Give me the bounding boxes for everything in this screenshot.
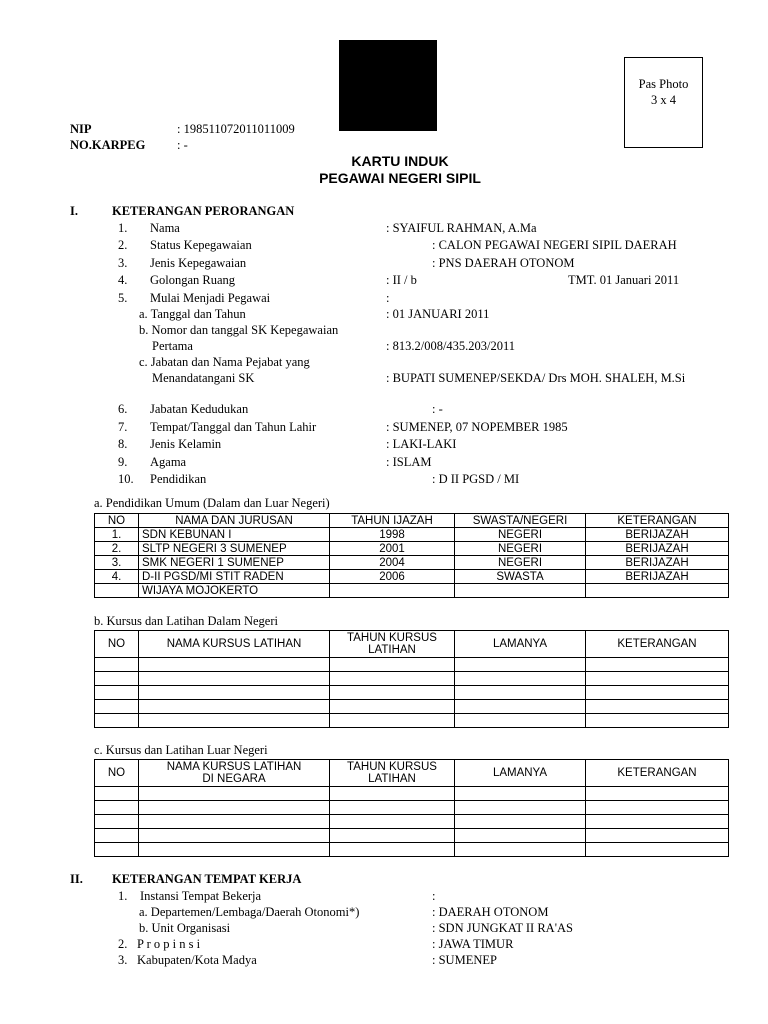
table-row	[95, 815, 729, 829]
cell: BERIJAZAH	[586, 556, 729, 570]
col-header-keterangan: KETERANGAN	[586, 760, 729, 787]
item5c-value: : BUPATI SUMENEP/SEKDA/ Drs MOH. SHALEH, M.Si	[386, 371, 686, 385]
item3-value: : PNS DAERAH OTONOM	[432, 256, 575, 270]
cell	[586, 829, 729, 843]
col-header-no: NO	[95, 760, 139, 787]
cell	[330, 801, 455, 815]
item2-label: Status Kepegawaian	[150, 238, 252, 252]
item2-no: 2.	[118, 238, 128, 252]
table-header-row	[95, 760, 729, 787]
col-header-tahun-kursus	[330, 631, 455, 658]
work-item3-no: 3.	[118, 953, 128, 967]
item10-no: 10.	[118, 472, 134, 486]
cell: BERIJAZAH	[586, 542, 729, 556]
cell	[139, 843, 330, 857]
nip-value: : 198511072011011009	[177, 122, 295, 136]
table-row	[95, 843, 729, 857]
item5a-label: a. Tanggal dan Tahun	[139, 307, 246, 321]
karpeg-label: NO.KARPEG	[70, 138, 146, 152]
title-line2: PEGAWAI NEGERI SIPIL	[319, 170, 481, 186]
domestic-course-table	[94, 630, 729, 728]
item5c-label: c. Jabatan dan Nama Pejabat yang	[139, 355, 310, 369]
item9-label: Agama	[150, 455, 187, 469]
cell: 2001	[330, 542, 455, 556]
cell: 1998	[330, 528, 455, 542]
work-item1a-label: a. Departemen/Lembaga/Daerah Otonomi*)	[139, 905, 360, 919]
cell	[455, 714, 586, 728]
item8-label: Jenis Kelamin	[150, 437, 222, 451]
cell	[455, 658, 586, 672]
header-line: TAHUN KURSUS	[347, 761, 437, 773]
table-row	[95, 542, 729, 556]
table-row	[95, 787, 729, 801]
work-item1a-value: : DAERAH OTONOM	[432, 905, 549, 919]
table-row	[95, 584, 729, 598]
item5-label: Mulai Menjadi Pegawai	[150, 291, 271, 305]
col-header-tahun: TAHUN IJAZAH	[330, 514, 455, 528]
table-row	[95, 556, 729, 570]
cell	[586, 658, 729, 672]
table-row	[95, 570, 729, 584]
section2-title: KETERANGAN TEMPAT KERJA	[112, 872, 302, 886]
work-item3-value: : SUMENEP	[432, 953, 497, 967]
pas-photo-size: 3 x 4	[651, 93, 676, 107]
cell	[455, 843, 586, 857]
cell	[95, 584, 139, 598]
education-table	[94, 513, 729, 598]
cell	[95, 829, 139, 843]
cell: WIJAYA MOJOKERTO	[139, 584, 330, 598]
cell	[330, 672, 455, 686]
item4-label: Golongan Ruang	[150, 273, 236, 287]
item2-value: : CALON PEGAWAI NEGERI SIPIL DAERAH	[432, 238, 677, 252]
cell	[455, 787, 586, 801]
cell: NEGERI	[455, 528, 586, 542]
cell	[330, 658, 455, 672]
table-row	[95, 528, 729, 542]
cell	[586, 801, 729, 815]
cell	[95, 700, 139, 714]
cell	[95, 843, 139, 857]
item5b-value: : 813.2/008/435.203/2011	[386, 339, 516, 353]
cell	[139, 801, 330, 815]
table-row	[95, 829, 729, 843]
cell: 2004	[330, 556, 455, 570]
pas-photo-box	[624, 57, 703, 148]
item9-value: : ISLAM	[386, 455, 432, 469]
work-item2-value: : JAWA TIMUR	[432, 937, 514, 951]
item7-label: Tempat/Tanggal dan Tahun Lahir	[150, 420, 317, 434]
cell	[95, 672, 139, 686]
item5a-value: : 01 JANUARI 2011	[386, 307, 490, 321]
cell	[586, 787, 729, 801]
item5-value: :	[386, 291, 390, 305]
karpeg-value: : -	[177, 138, 188, 152]
cell: BERIJAZAH	[586, 570, 729, 584]
foreign-course-table	[94, 759, 729, 857]
table-b-caption: b. Kursus dan Latihan Dalam Negeri	[94, 614, 278, 628]
header-line: TAHUN KURSUS	[347, 632, 437, 644]
cell	[330, 815, 455, 829]
header-line: NAMA KURSUS LATIHAN	[166, 761, 302, 773]
cell	[455, 829, 586, 843]
cell	[455, 584, 586, 598]
item5b-label2: Pertama	[152, 339, 193, 353]
section2-number: II.	[70, 872, 83, 886]
table-row	[95, 658, 729, 672]
item4-value: : II / b	[386, 273, 417, 287]
table-c-caption: c. Kursus dan Latihan Luar Negeri	[94, 743, 268, 757]
cell: NEGERI	[455, 556, 586, 570]
work-item1-no: 1.	[118, 889, 128, 903]
col-header-lamanya: LAMANYA	[455, 631, 586, 658]
col-header-nama: NAMA DAN JURUSAN	[139, 514, 330, 528]
cell: SMK NEGERI 1 SUMENEP	[139, 556, 330, 570]
cell	[95, 815, 139, 829]
cell: SWASTA	[455, 570, 586, 584]
cell	[586, 843, 729, 857]
col-header-tahun-kursus	[330, 760, 455, 787]
cell: D-II PGSD/MI STIT RADEN	[139, 570, 330, 584]
item10-value: : D II PGSD / MI	[432, 472, 520, 486]
work-item2-no: 2.	[118, 937, 128, 951]
work-item1b-value: : SDN JUNGKAT II RA'AS	[432, 921, 573, 935]
item1-value: : SYAIFUL RAHMAN, A.Ma	[386, 221, 537, 235]
cell	[139, 815, 330, 829]
cell	[330, 584, 455, 598]
section1-title: KETERANGAN PERORANGAN	[112, 204, 295, 218]
cell	[586, 714, 729, 728]
cell: 1.	[95, 528, 139, 542]
cell	[455, 700, 586, 714]
item7-value: : SUMENEP, 07 NOPEMBER 1985	[386, 420, 568, 434]
cell: SLTP NEGERI 3 SUMENEP	[139, 542, 330, 556]
cell	[95, 801, 139, 815]
cell	[586, 584, 729, 598]
cell	[586, 672, 729, 686]
item9-no: 9.	[118, 455, 128, 469]
cell	[586, 815, 729, 829]
col-header-keterangan: KETERANGAN	[586, 514, 729, 528]
header-line: LATIHAN	[368, 773, 416, 785]
cell	[139, 700, 330, 714]
table-header-row	[95, 514, 729, 528]
col-header-lamanya: LAMANYA	[455, 760, 586, 787]
item1-label: Nama	[150, 221, 180, 235]
cell: NEGERI	[455, 542, 586, 556]
col-header-keterangan: KETERANGAN	[586, 631, 729, 658]
work-item1-value: :	[432, 889, 436, 903]
cell	[139, 686, 330, 700]
item4-no: 4.	[118, 273, 128, 287]
cell	[330, 829, 455, 843]
title-line1: KARTU INDUK	[351, 153, 449, 169]
cell: 2.	[95, 542, 139, 556]
cell	[139, 672, 330, 686]
work-item2-label: P r o p i n s i	[137, 937, 201, 951]
table-a-caption: a. Pendidikan Umum (Dalam dan Luar Negeri)	[94, 496, 330, 510]
table-header-row	[95, 631, 729, 658]
col-header-no: NO	[95, 514, 139, 528]
cell: 3.	[95, 556, 139, 570]
item5c-label2: Menandatangani SK	[152, 371, 255, 385]
cell	[95, 658, 139, 672]
col-header-nama-kursus: NAMA KURSUS LATIHAN	[139, 631, 330, 658]
cell: SDN KEBUNAN I	[139, 528, 330, 542]
item3-label: Jenis Kepegawaian	[150, 256, 247, 270]
item10-label: Pendidikan	[150, 472, 207, 486]
work-item1b-label: b. Unit Organisasi	[139, 921, 231, 935]
cell	[139, 658, 330, 672]
document-title	[0, 153, 768, 187]
item6-no: 6.	[118, 402, 128, 416]
work-item3-label: Kabupaten/Kota Madya	[137, 953, 257, 967]
header-line: LATIHAN	[368, 644, 416, 656]
cell	[330, 787, 455, 801]
cell	[330, 714, 455, 728]
table-row	[95, 672, 729, 686]
cell	[330, 686, 455, 700]
table-row	[95, 714, 729, 728]
cell	[455, 672, 586, 686]
item8-value: : LAKI-LAKI	[386, 437, 457, 451]
cell	[139, 829, 330, 843]
item1-no: 1.	[118, 221, 128, 235]
header-line: DI NEGARA	[202, 773, 266, 785]
item8-no: 8.	[118, 437, 128, 451]
cell	[586, 686, 729, 700]
cell	[330, 700, 455, 714]
item5b-label: b. Nomor dan tanggal SK Kepegawaian	[139, 323, 339, 337]
redacted-photo-block	[339, 40, 437, 131]
cell	[586, 700, 729, 714]
item3-no: 3.	[118, 256, 128, 270]
col-header-swasta: SWASTA/NEGERI	[455, 514, 586, 528]
table-row	[95, 700, 729, 714]
work-item1-label: Instansi Tempat Bekerja	[140, 889, 262, 903]
cell: 4.	[95, 570, 139, 584]
cell	[139, 714, 330, 728]
item6-value: : -	[432, 402, 443, 416]
cell	[330, 843, 455, 857]
cell	[95, 686, 139, 700]
cell: BERIJAZAH	[586, 528, 729, 542]
item7-no: 7.	[118, 420, 128, 434]
cell	[95, 714, 139, 728]
cell	[95, 787, 139, 801]
item5-no: 5.	[118, 291, 128, 305]
section1-number: I.	[70, 204, 78, 218]
col-header-no: NO	[95, 631, 139, 658]
col-header-nama-kursus	[139, 760, 330, 787]
cell: 2006	[330, 570, 455, 584]
nip-label: NIP	[70, 122, 92, 136]
cell	[455, 815, 586, 829]
pas-photo-label: Pas Photo	[638, 77, 689, 91]
table-row	[95, 801, 729, 815]
table-row	[95, 686, 729, 700]
item4-tmt: TMT. 01 Januari 2011	[568, 273, 680, 287]
cell	[455, 686, 586, 700]
cell	[455, 801, 586, 815]
item6-label: Jabatan Kedudukan	[150, 402, 249, 416]
cell	[139, 787, 330, 801]
